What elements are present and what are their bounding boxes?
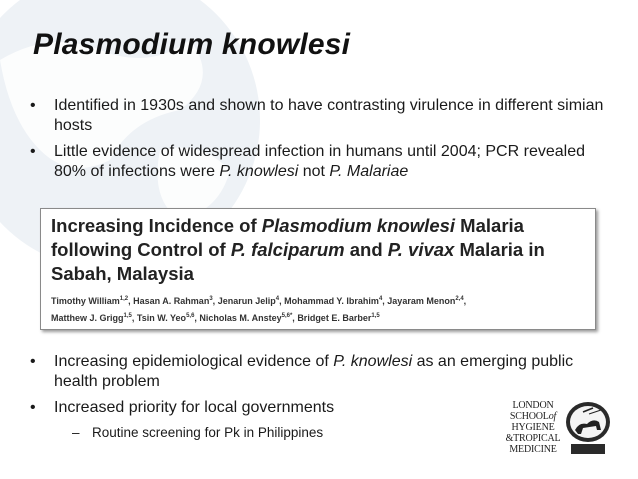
author-affiliation: 5,6* — [281, 313, 293, 319]
bullet-glyph: • — [30, 399, 36, 416]
author-name: Matthew J. Grigg — [51, 313, 124, 323]
bullet-glyph: • — [30, 97, 36, 114]
author-name: Hasan A. Rahman — [133, 296, 210, 306]
bullet-text: Identified in 1930s and shown to have contrasting virulence in different simian hosts — [54, 97, 604, 134]
author-name: Jenarun Jelip — [217, 296, 276, 306]
bullet-text: as an emerging public health problem — [54, 353, 574, 390]
paper-title-species: P. vivax — [387, 239, 455, 260]
sub-bullet-text: Routine screening for Pk in Philippines — [92, 425, 324, 440]
logo-wordmark — [503, 400, 563, 455]
paper-title-text: Malaria following Control of — [51, 215, 524, 260]
paper-title-text: Malaria in Sabah, Malaysia — [51, 239, 545, 284]
logo-line: LONDON — [512, 400, 554, 411]
author-affiliation: 1,2 — [119, 296, 129, 302]
author-name: Nicholas M. Anstey — [199, 313, 282, 323]
slide-title: Plasmodium knowlesi — [33, 28, 351, 61]
logo-line: SCHOOLof — [509, 411, 557, 422]
paper-title — [51, 214, 585, 286]
insect-horse-emblem-icon — [563, 400, 613, 458]
top-bullet-list — [30, 96, 610, 188]
author-name: Tsin W. Yeo — [136, 313, 187, 323]
bullet-item — [30, 96, 610, 136]
dash-glyph: – — [72, 425, 80, 440]
paper-clipping — [40, 208, 596, 330]
logo-line: HYGIENE — [511, 422, 555, 433]
logo-line: &TROPICAL — [505, 433, 561, 444]
species-name: P. knowlesi — [333, 353, 413, 370]
species-name: P. Malariae — [329, 163, 409, 180]
bullet-text: not — [298, 163, 330, 180]
bullet-item — [30, 352, 610, 392]
paper-title-text: Increasing Incidence of — [51, 215, 262, 236]
author-affiliation: 4 — [378, 296, 383, 302]
paper-title-species: Plasmodium knowlesi — [261, 215, 456, 236]
paper-title-text: and — [344, 239, 388, 260]
bullet-text: Increased priority for local governments — [54, 399, 335, 416]
author-name: Mohammad Y. Ibrahim — [284, 296, 379, 306]
author-affiliation: 1,5 — [123, 313, 132, 319]
bullet-glyph: • — [30, 143, 36, 160]
author-name: Jayaram Menon — [387, 296, 456, 306]
author-affiliation: 3 — [209, 296, 213, 302]
paper-title-species: P. falciparum — [230, 239, 345, 260]
lshtm-logo — [503, 400, 613, 458]
author-affiliation: 4 — [275, 296, 280, 302]
bullet-glyph: • — [30, 353, 36, 370]
author-affiliation: 5,6 — [186, 313, 195, 319]
bullet-text: Increasing epidemiological evidence of — [54, 353, 334, 370]
author-name: Bridget E. Barber — [297, 313, 372, 323]
bullet-text: Little evidence of widespread infection in humans until 2004; PCR revealed 80% of infections were — [54, 143, 585, 180]
species-name: P. knowlesi — [219, 163, 299, 180]
paper-authors: Timothy William$^{1,2}$, Hasan A. Rahman$^3$, Jenarun Jelip$^4$, Mohammad Y. Ibrahim$^4$, Jayaram Menon$^{2,4}$, Matthew J. Grigg$^{1,5}$, Tsin W. Yeo$^{5,6}$, Nicholas M. Anstey$^{5,6*}$, Bridget E. Barber$^{1,5}$ — [51, 296, 467, 323]
author-affiliation: 2,4 — [455, 296, 464, 302]
bullet-item — [30, 142, 610, 182]
logo-line: MEDICINE — [509, 444, 557, 455]
author-affiliation: 1,5 — [371, 313, 380, 319]
author-name: Timothy William — [51, 296, 120, 306]
